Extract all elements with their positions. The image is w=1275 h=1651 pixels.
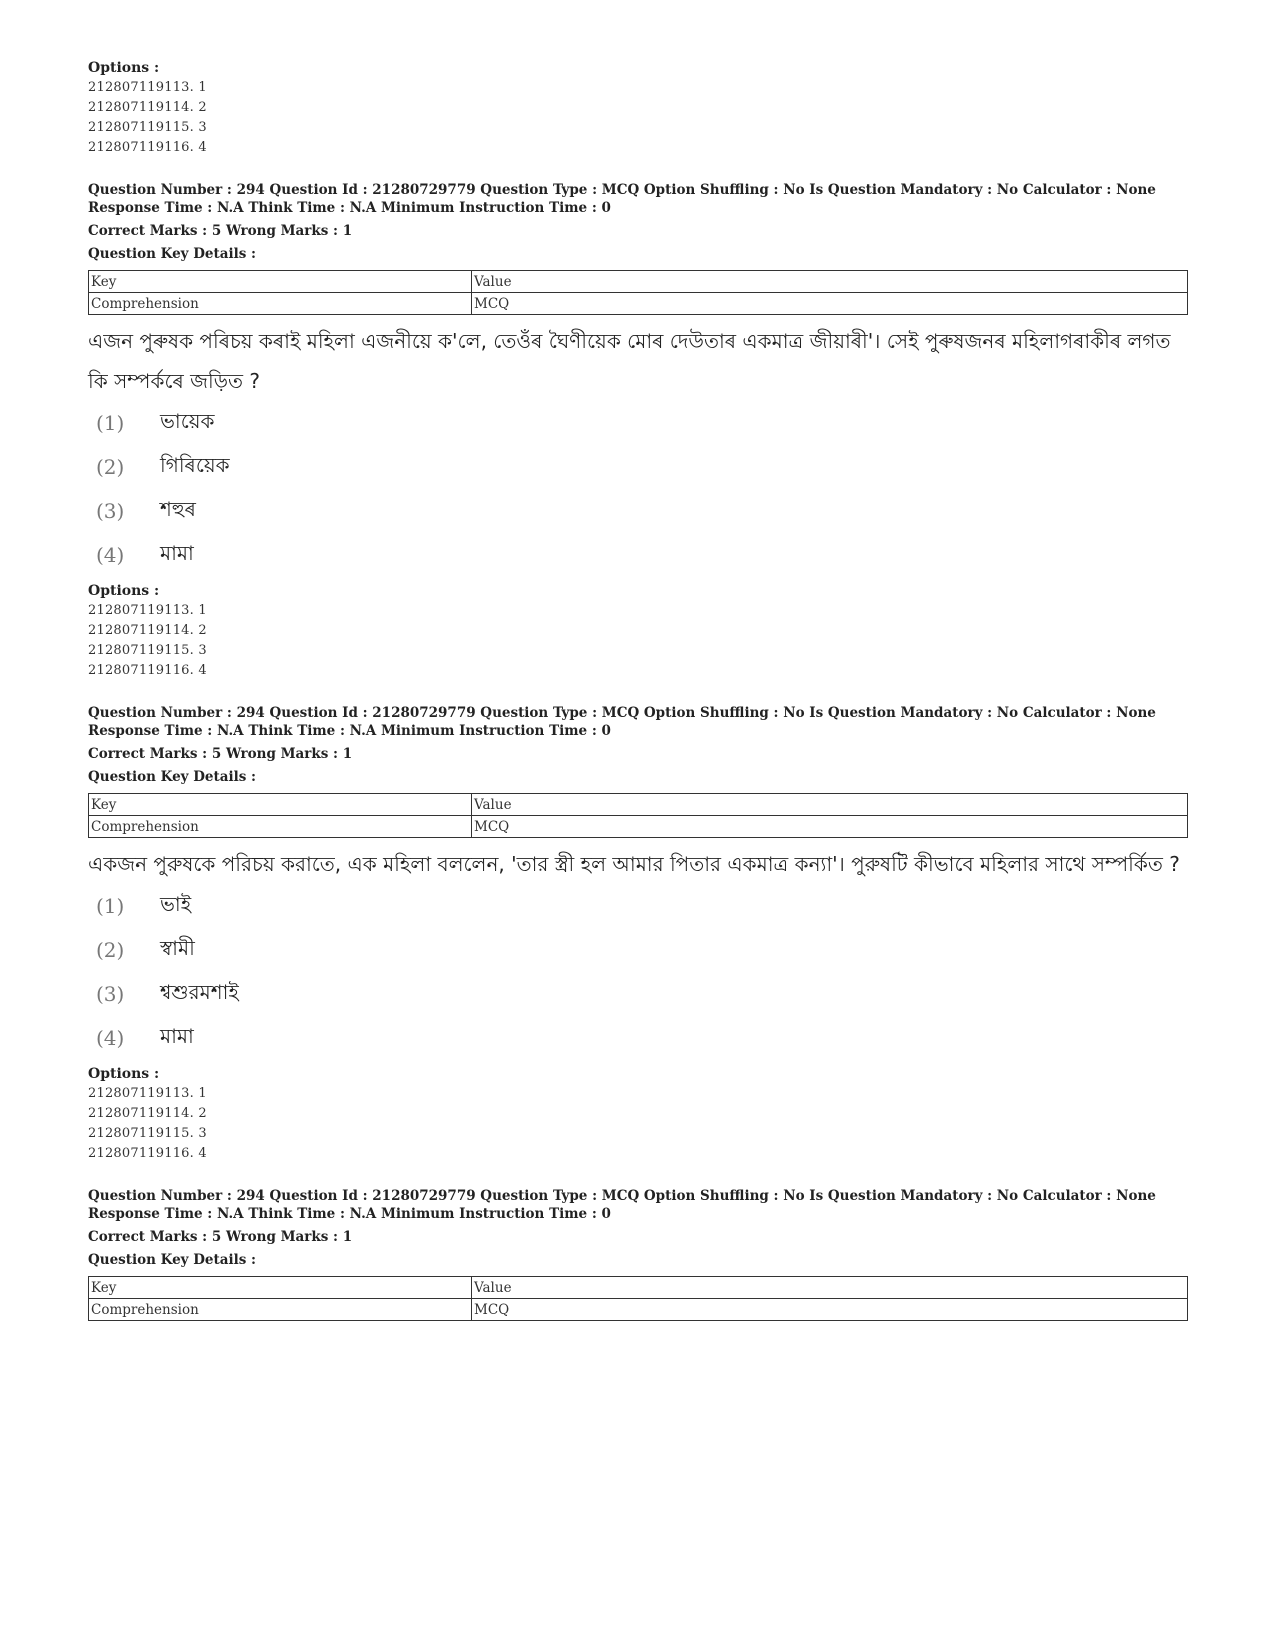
choice-text: গিৰিয়েক	[160, 452, 230, 477]
key-details-label: Question Key Details :	[88, 769, 257, 785]
question-meta-3	[88, 1186, 1188, 1321]
choice-number: (3)	[96, 982, 125, 1006]
table-cell-key: Comprehension	[89, 1299, 472, 1321]
choice-number: (4)	[96, 543, 125, 567]
table-header-value: Value	[472, 1277, 1188, 1299]
choice-text: স্বামী	[160, 935, 195, 960]
table-row	[89, 1299, 1188, 1321]
table-cell-key: Comprehension	[89, 816, 472, 838]
choice-number: (2)	[96, 455, 125, 479]
options-label: Options :	[88, 1066, 160, 1082]
choice-2	[88, 445, 1188, 489]
option-code: 212807119115. 3	[88, 643, 207, 658]
table-row	[89, 293, 1188, 315]
question-meta-line2: Response Time : N.A Think Time : N.A Minimum Instruction Time : 0	[88, 1206, 611, 1222]
choice-1	[88, 884, 1188, 928]
options-block-2	[88, 581, 1188, 681]
question-text: একজন পুরুষকে পরিচয় করাতে, এক মহিলা বললেন, 'তার স্ত্রী হল আমার পিতার একমাত্র কন্যা'। পুরুষটি কীভাবে মহিলার সাথে সম্পর্কিত ?	[88, 852, 1180, 876]
option-code: 212807119116. 4	[88, 663, 207, 678]
key-value-table	[88, 793, 1188, 838]
choice-text: শহুৰ	[160, 496, 196, 521]
choice-text: মামা	[160, 540, 194, 565]
table-header-key: Key	[89, 271, 472, 293]
option-code: 212807119113. 1	[88, 80, 207, 95]
question-meta-line1: Question Number : 294 Question Id : 21280729779 Question Type : MCQ Option Shuffling : No Is Question Mandatory : No Calculator : None	[88, 182, 1156, 198]
table-header-key: Key	[89, 1277, 472, 1299]
question-meta-line2: Response Time : N.A Think Time : N.A Minimum Instruction Time : 0	[88, 200, 611, 216]
document-page	[88, 58, 1188, 1321]
table-cell-value: MCQ	[472, 293, 1188, 315]
options-block-3	[88, 1064, 1188, 1164]
choice-number: (1)	[96, 894, 125, 918]
options-label: Options :	[88, 583, 160, 599]
marks-line: Correct Marks : 5 Wrong Marks : 1	[88, 223, 353, 239]
choice-1	[88, 401, 1188, 445]
marks-line: Correct Marks : 5 Wrong Marks : 1	[88, 746, 353, 762]
choice-3	[88, 489, 1188, 533]
table-header-row	[89, 1277, 1188, 1299]
option-code: 212807119113. 1	[88, 1086, 207, 1101]
option-code: 212807119116. 4	[88, 1146, 207, 1161]
key-value-table	[88, 270, 1188, 315]
choice-text: শ্বশুরমশাই	[160, 979, 239, 1004]
table-header-row	[89, 794, 1188, 816]
question-meta-line1: Question Number : 294 Question Id : 21280729779 Question Type : MCQ Option Shuffling : No Is Question Mandatory : No Calculator : None	[88, 1188, 1156, 1204]
option-code: 212807119115. 3	[88, 120, 207, 135]
table-cell-value: MCQ	[472, 1299, 1188, 1321]
marks-line: Correct Marks : 5 Wrong Marks : 1	[88, 1229, 353, 1245]
key-value-table	[88, 1276, 1188, 1321]
question-meta-1	[88, 180, 1188, 315]
choice-text: ভায়েক	[160, 408, 215, 433]
choice-number: (3)	[96, 499, 125, 523]
table-header-value: Value	[472, 271, 1188, 293]
question-2	[88, 844, 1188, 1060]
choice-4	[88, 533, 1188, 577]
choice-number: (4)	[96, 1026, 125, 1050]
question-text: এজন পুৰুষক পৰিচয় কৰাই মহিলা এজনীয়ে ক'লে, তেওঁৰ ঘৈণীয়েক মোৰ দেউতাৰ একমাত্ৰ জীয়াৰী'। সেই পুৰুষজনৰ মহিলাগৰাকীৰ লগত কি সম্পৰ্কৰে জড়িত ?	[88, 329, 1171, 393]
option-code: 212807119114. 2	[88, 100, 207, 115]
question-1	[88, 321, 1188, 577]
table-row	[89, 816, 1188, 838]
question-meta-2	[88, 703, 1188, 838]
choice-2	[88, 928, 1188, 972]
choice-number: (1)	[96, 411, 125, 435]
table-header-row	[89, 271, 1188, 293]
option-code: 212807119114. 2	[88, 623, 207, 638]
option-code: 212807119115. 3	[88, 1126, 207, 1141]
choice-3	[88, 972, 1188, 1016]
question-meta-line2: Response Time : N.A Think Time : N.A Minimum Instruction Time : 0	[88, 723, 611, 739]
table-header-value: Value	[472, 794, 1188, 816]
table-cell-key: Comprehension	[89, 293, 472, 315]
table-cell-value: MCQ	[472, 816, 1188, 838]
option-code: 212807119116. 4	[88, 140, 207, 155]
options-block-1	[88, 58, 1188, 158]
options-label: Options :	[88, 60, 160, 76]
key-details-label: Question Key Details :	[88, 1252, 257, 1268]
table-header-key: Key	[89, 794, 472, 816]
choice-text: ভাই	[160, 891, 192, 916]
question-meta-line1: Question Number : 294 Question Id : 21280729779 Question Type : MCQ Option Shuffling : No Is Question Mandatory : No Calculator : None	[88, 705, 1156, 721]
choice-4	[88, 1016, 1188, 1060]
key-details-label: Question Key Details :	[88, 246, 257, 262]
choice-text: মামা	[160, 1023, 194, 1048]
option-code: 212807119114. 2	[88, 1106, 207, 1121]
option-code: 212807119113. 1	[88, 603, 207, 618]
choice-number: (2)	[96, 938, 125, 962]
